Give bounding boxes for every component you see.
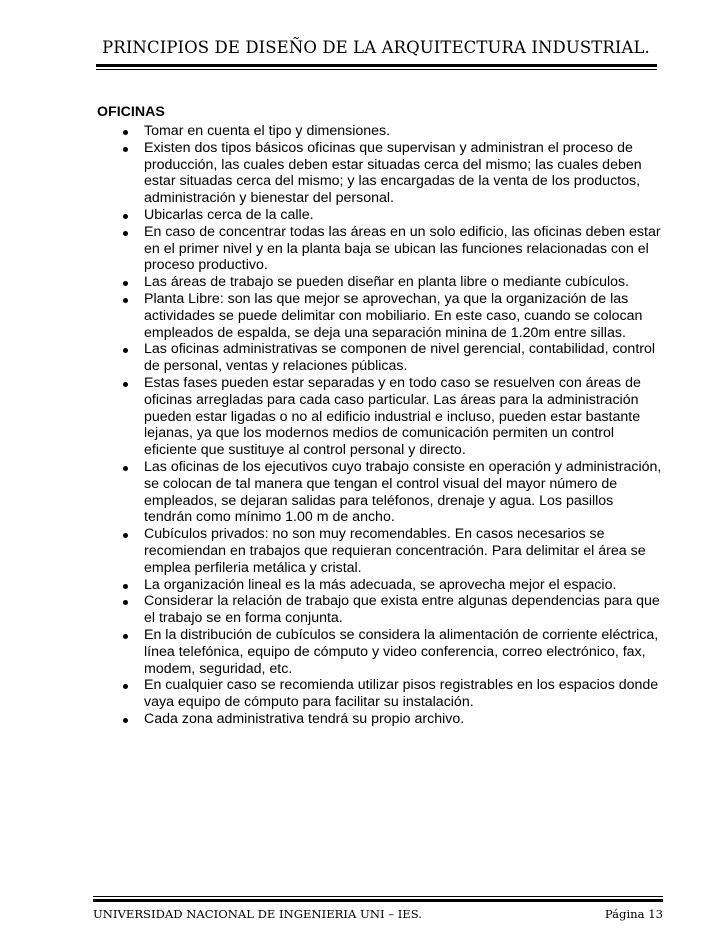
bullet-icon xyxy=(123,281,128,286)
list-item-text: Las oficinas de los ejecutivos cuyo trabajo consiste en operación y administración, se colocan de tal manera que tengan el control visual del mayor número de empleados, se dejaran salidas para teléfonos, drenaje y agua. Los pasillos tendrán como mínimo 1.00 m de ancho. xyxy=(144,458,662,526)
list-item-text: Tomar en cuenta el tipo y dimensiones. xyxy=(144,123,391,139)
document-body xyxy=(97,103,662,728)
page-header-title: PRINCIPIOS DE DISEÑO DE LA ARQUITECTURA INDUSTRIAL. xyxy=(102,38,650,57)
list-item xyxy=(97,711,662,728)
bullet-icon xyxy=(123,684,128,689)
bullet-icon xyxy=(123,130,128,135)
bullet-icon xyxy=(123,298,128,303)
list-item xyxy=(97,224,662,274)
list-item xyxy=(97,123,662,140)
bullet-icon xyxy=(123,634,128,639)
list-item xyxy=(97,593,662,627)
list-item xyxy=(97,627,662,677)
bullet-icon xyxy=(123,231,128,236)
list-item-text: En cualquier caso se recomienda utilizar pisos registrables en los espacios donde vaya equipo de cómputo para facilitar su instalación. xyxy=(144,677,659,711)
list-item xyxy=(97,140,662,207)
list-item-text: Existen dos tipos básicos oficinas que supervisan y administran el proceso de producción, las cuales deben estar situadas cerca del mismo; las cuales deben estar situadas cerca del mismo; y las encargadas de la venta de los productos, administración y bienestar del personal. xyxy=(144,139,642,207)
bullet-icon xyxy=(123,466,128,471)
list-item xyxy=(97,341,662,375)
header-rule-thick xyxy=(96,64,657,67)
bullet-icon xyxy=(123,600,128,605)
footer-rule-thin xyxy=(93,896,663,897)
list-item xyxy=(97,577,662,594)
list-item-text: Las áreas de trabajo se pueden diseñar en planta libre o mediante cubículos. xyxy=(144,274,630,291)
header-rule-thin xyxy=(96,69,657,70)
section-title: OFICINAS xyxy=(97,104,165,120)
list-item xyxy=(97,375,662,459)
list-item xyxy=(97,274,662,291)
bullet-list xyxy=(97,123,662,728)
list-item-text: En la distribución de cubículos se considera la alimentación de corriente eléctrica, línea telefónica, equipo de cómputo y video conferencia, correo electrónico, fax, modem, seguridad, etc. xyxy=(144,626,659,677)
bullet-icon xyxy=(123,382,128,387)
list-item xyxy=(97,677,662,711)
bullet-icon xyxy=(123,718,128,723)
bullet-icon xyxy=(123,147,128,152)
list-item xyxy=(97,526,662,576)
list-item-text: Cubículos privados: no son muy recomendables. En casos necesarios se recomiendan en trabajos que requieran concentración. Para delimitar el área se emplea perfileria metálica y cristal. xyxy=(144,526,646,576)
list-item-text: Las oficinas administrativas se componen de nivel gerencial, contabilidad, control de personal, ventas y relaciones públicas. xyxy=(144,341,656,375)
list-item-text: Estas fases pueden estar separadas y en todo caso se resuelven con áreas de oficinas arregladas para cada caso particular. Las áreas para la administración pueden estar ligadas o no al edificio industrial e incluso, pueden estar bastante lejanas, ya que los modernos medios de comunicación permiten un control eficiente que sustituye al control personal y directo. xyxy=(144,374,641,459)
footer-institution: UNIVERSIDAD NACIONAL DE INGENIERIA UNI – IES. xyxy=(93,907,422,921)
list-item xyxy=(97,207,662,224)
list-item xyxy=(97,459,662,526)
list-item-text: Considerar la relación de trabajo que exista entre algunas dependencias para que el trabajo se en forma conjunta. xyxy=(144,593,660,627)
list-item-text: En caso de concentrar todas las áreas en un solo edificio, las oficinas deben estar en el primer nivel y en la planta baja se ubican las funciones relacionadas con el proceso productivo. xyxy=(144,223,661,274)
footer-rule-thick xyxy=(93,899,663,902)
bullet-icon xyxy=(123,214,128,219)
page-number: Página 13 xyxy=(604,907,663,921)
list-item-text: Cada zona administrativa tendrá su propio archivo. xyxy=(144,710,465,727)
bullet-icon xyxy=(123,584,128,589)
bullet-icon xyxy=(123,533,128,538)
list-item xyxy=(97,291,662,341)
bullet-icon xyxy=(123,348,128,353)
list-item-text: Ubicarlas cerca de la calle. xyxy=(144,206,314,223)
list-item-text: La organización lineal es la más adecuada, se aprovecha mejor el espacio. xyxy=(144,576,617,593)
list-item-text: Planta Libre: son las que mejor se aprovechan, ya que la organización de las actividades se puede delimitar con mobiliario. En este caso, cuando se colocan empleados de espalda, se deja una separación minina de 1.20m entre sillas. xyxy=(144,290,643,341)
